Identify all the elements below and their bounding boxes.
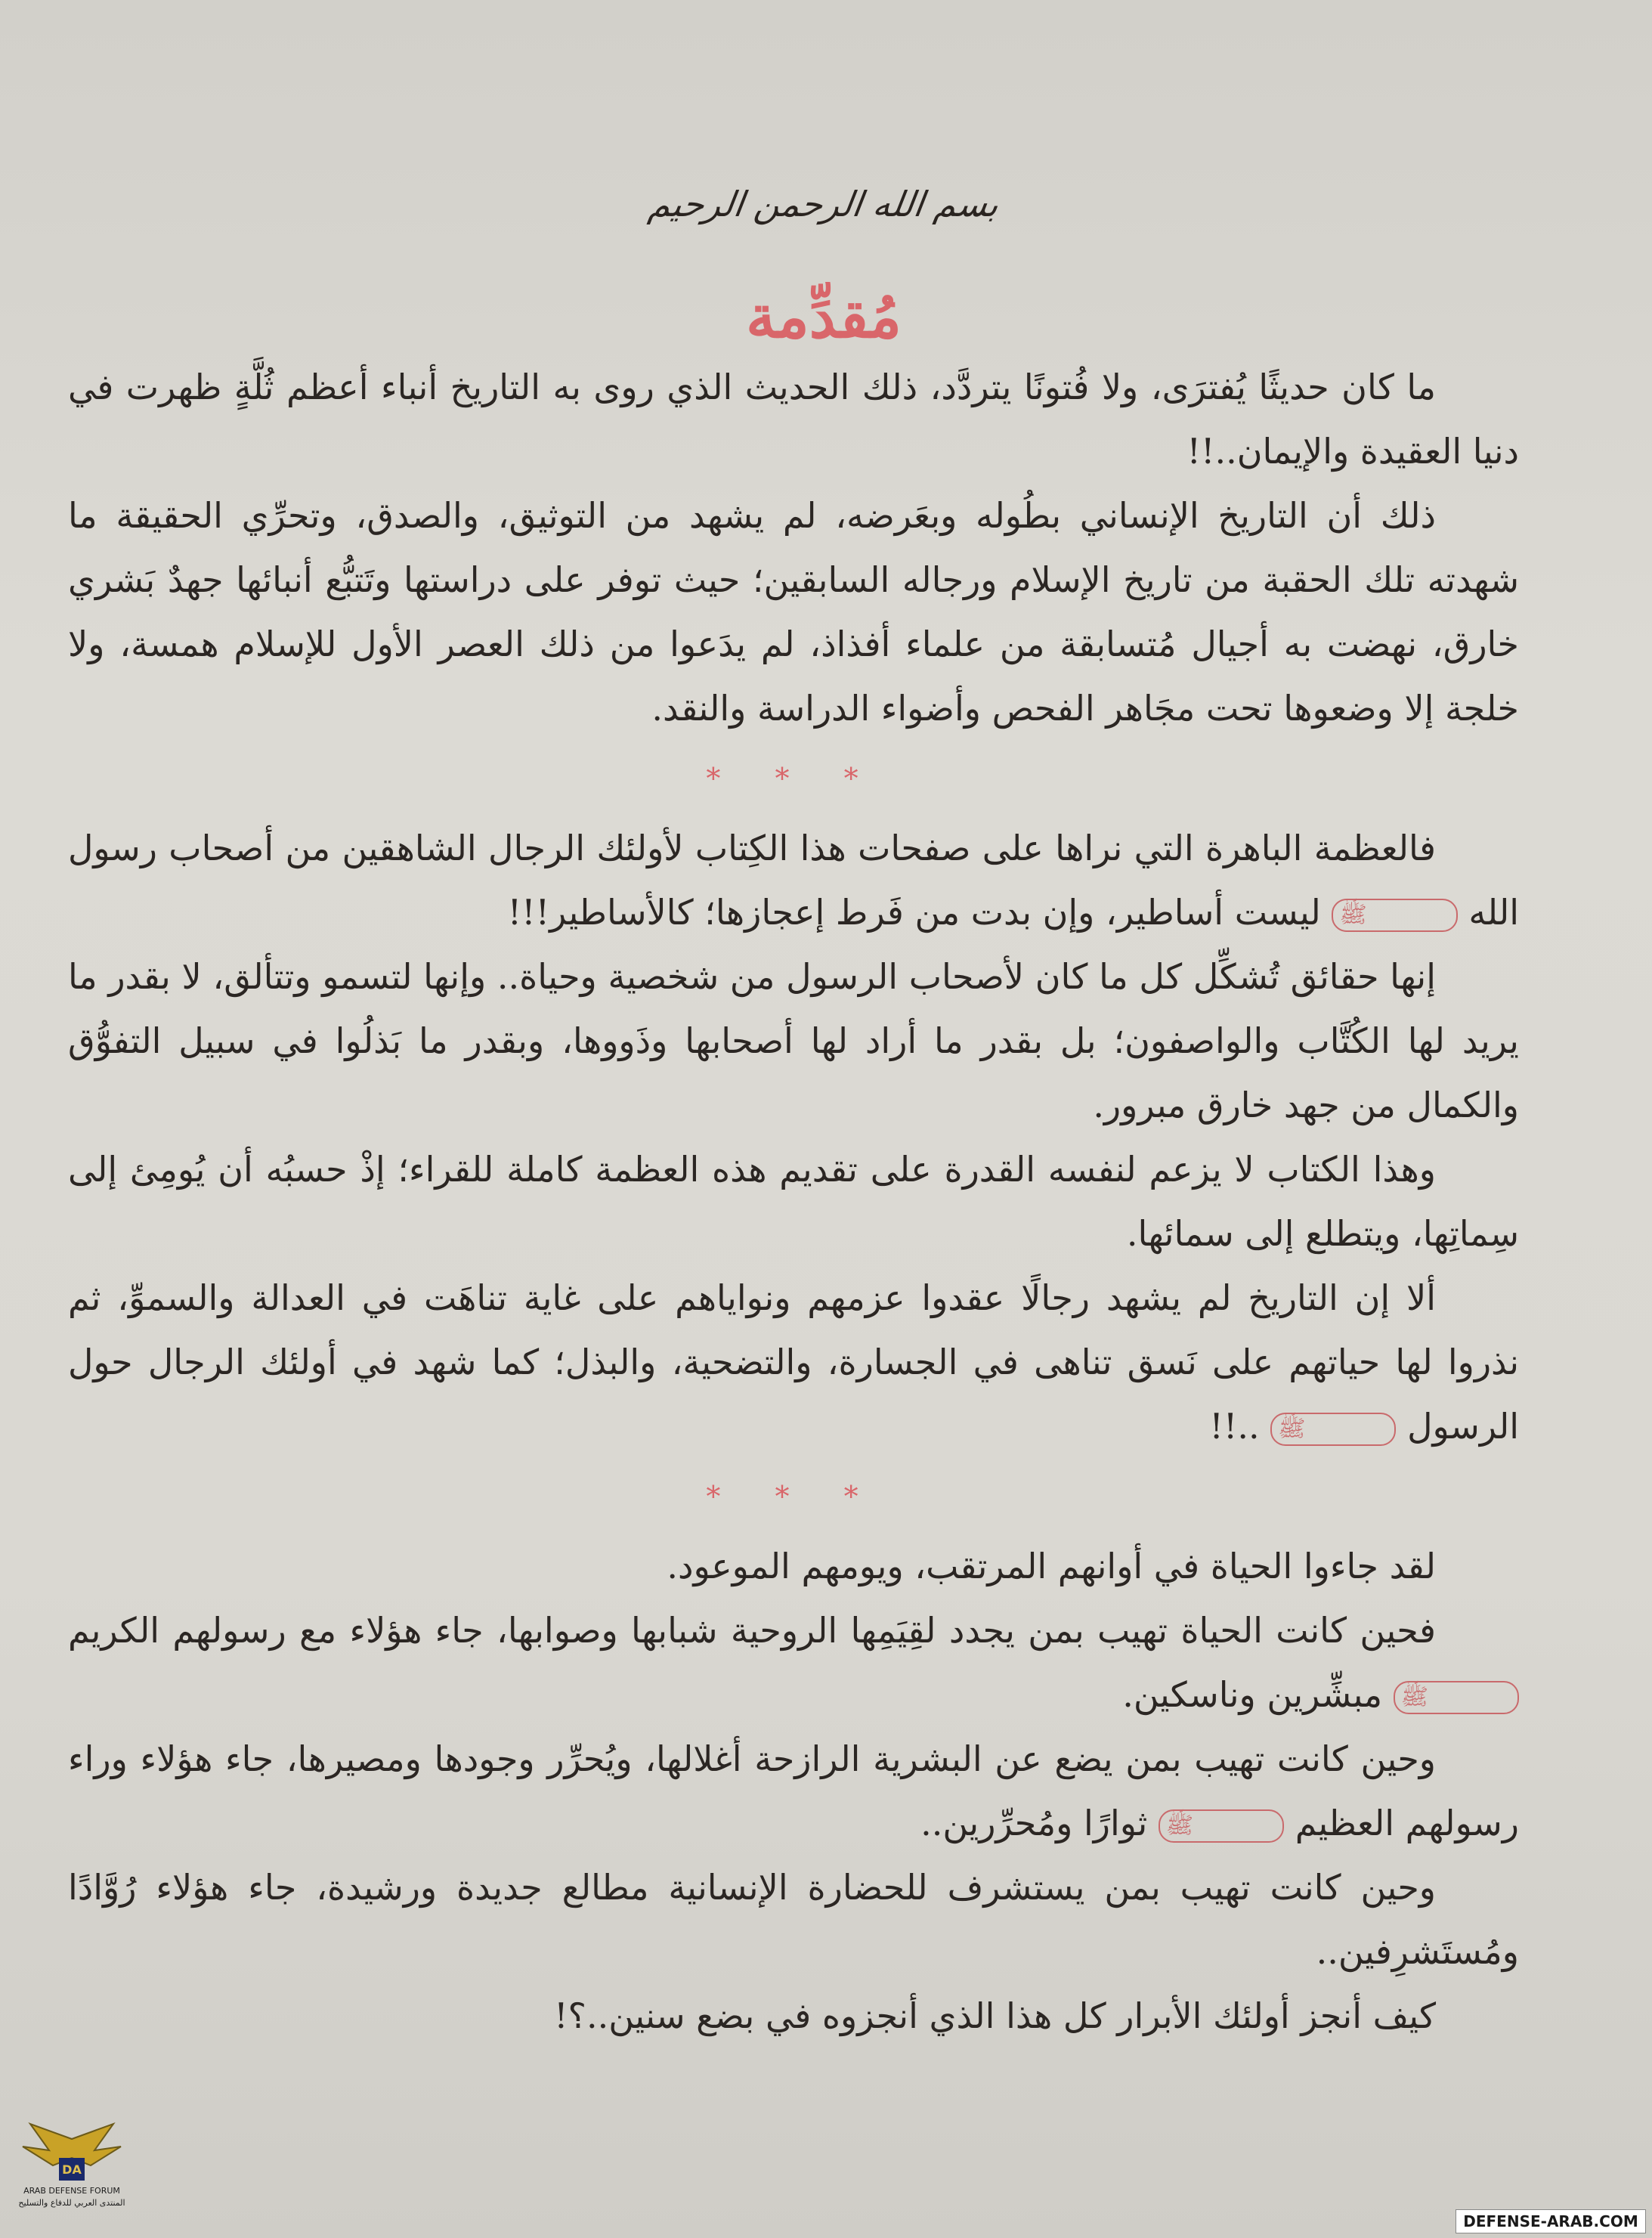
site-watermark: DEFENSE-ARAB.COM <box>1456 2209 1646 2233</box>
forum-logo <box>15 2109 128 2222</box>
paragraph-8: فحين كانت الحياة تهيب بمن يجدد لقِيَمِها الروحية شبابها وصوابها، جاء هؤلاء مع رسولهم الكريم ﷺ مبشِّرين وناسكين. <box>68 1599 1519 1727</box>
section-divider-1: * * * <box>706 762 881 795</box>
salla-symbol-icon: ﷺ <box>1270 1413 1396 1446</box>
text-body <box>68 355 1519 2048</box>
paragraph-2: ذلك أن التاريخ الإنساني بطُوله وبعَرضه، لم يشهد من التوثيق، والصدق، وتحرِّي الحقيقة ما شهدته تلك الحقبة من تاريخ الإسلام ورجاله السابقين؛ حيث توفر على دراستها وتَتبُّع أنبائها جهدٌ بَشري خارق، نهضت به أجيال مُتسابقة من علماء أفذاذ، لم يدَعوا من ذلك العصر الأول للإسلام همسة، ولا خلجة إلا وضعوها تحت مجَاهر الفحص وأضواء الدراسة والنقد. <box>68 495 1519 729</box>
basmala-calligraphy: بسم الله الرحمن الرحيم <box>646 184 1001 224</box>
paragraph-5: وهذا الكتاب لا يزعم لنفسه القدرة على تقديم هذه العظمة كاملة للقراء؛ إذْ حسبُه أن يُومِئ إلى سِماتِها، ويتطلع إلى سمائها. <box>68 1149 1519 1254</box>
paragraph-3: فالعظمة الباهرة التي نراها على صفحات هذا الكِتاب لأولئك الرجال الشاهقين من أصحاب رسول الله ﷺ ليست أساطير، وإن بدت من فَرط إعجازها؛ كالأساطير!!! <box>68 828 1519 933</box>
paragraph-1: ما كان حديثًا يُفترَى، ولا فُتونًا يتردَّد، ذلك الحديث الذي روى به التاريخ أنباء أعظم ثُلَّةٍ ظهرت في دنيا العقيدة والإيمان..!! <box>68 367 1519 472</box>
eagle-emblem-icon <box>15 2109 128 2222</box>
salla-symbol-icon: ﷺ <box>1332 899 1457 932</box>
paragraph-9: وحين كانت تهيب بمن يضع عن البشرية الرازحة أغلالها، ويُحرِّر وجودها ومصيرها، جاء هؤلاء وراء رسولهم العظيم ﷺ ثوارًا ومُحرِّرين.. <box>68 1738 1519 1843</box>
paragraph-10: وحين كانت تهيب بمن يستشرف للحضارة الإنسانية مطالع جديدة ورشيدة، جاء هؤلاء رُوَّادًا ومُستَشرِفين.. <box>68 1867 1519 1972</box>
paragraph-11: كيف أنجز أولئك الأبرار كل هذا الذي أنجزوه في بضع سنين..؟! <box>554 1995 1436 2036</box>
logo-title-arabic: المنتدى العربي للدفاع والتسليح <box>18 2198 125 2208</box>
paragraph-7: لقد جاءوا الحياة في أوانهم المرتقب، ويومهم الموعود. <box>667 1546 1436 1586</box>
page-heading: مُقدِّمة <box>746 283 902 351</box>
section-divider-2: * * * <box>706 1480 881 1513</box>
logo-title-english: ARAB DEFENSE FORUM <box>23 2186 120 2196</box>
logo-initials: DA <box>62 2162 82 2177</box>
salla-symbol-icon: ﷺ <box>1394 1681 1519 1714</box>
salla-symbol-icon: ﷺ <box>1159 1809 1284 1843</box>
paragraph-6: ألا إن التاريخ لم يشهد رجالًا عقدوا عزمهم ونواياهم على غاية تناهَت في العدالة والسموِّ، ثم نذروا لها حياتهم على نَسق تناهى في الجسارة، والتضحية، والبذل؛ كما شهد في أولئك الرجال حول الرسول ﷺ ..!! <box>68 1277 1519 1447</box>
paragraph-4: إنها حقائق تُشكِّل كل ما كان لأصحاب الرسول من شخصية وحياة.. وإنها لتسمو وتتألق، لا بقدر ما يريد لها الكُتَّاب والواصفون؛ بل بقدر ما أراد لها أصحابها وذَووها، وبقدر ما بَذلُوا في سبيل التفوُّق والكمال من جهد خارق مبرور. <box>68 956 1519 1125</box>
